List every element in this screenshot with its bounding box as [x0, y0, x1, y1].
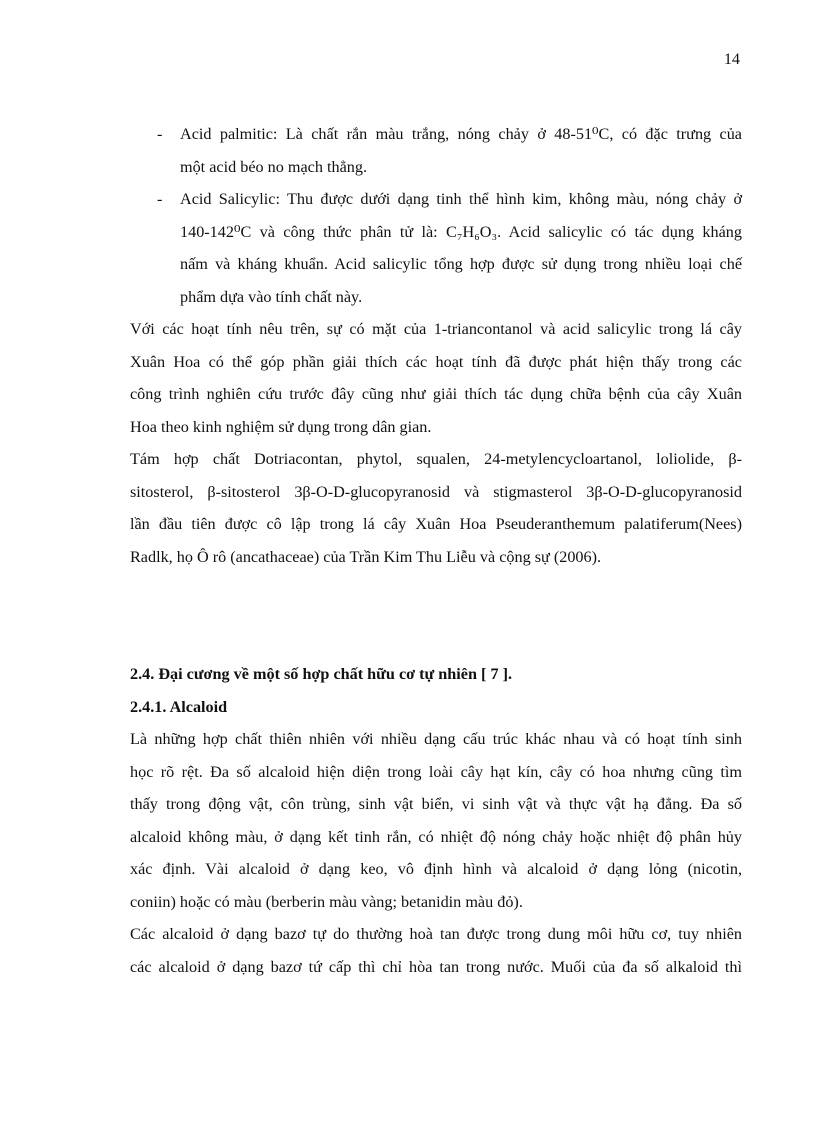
text-line: Các alcaloid ở dạng bazơ tự do thường hoà tan được trong dung môi hữu cơ, tuy nhiên — [130, 925, 742, 943]
bullet-dash: - — [157, 125, 163, 143]
text-line: Tám hợp chất Dotriacontan, phytol, squalen, 24-metylencycloartanol, loliolide, β- — [130, 450, 742, 468]
text-line: thấy trong động vật, côn trùng, sinh vật biển, vi sinh vật và thực vật hạ đẳng. Đa số — [130, 795, 742, 813]
paragraph-activity-summary — [130, 313, 742, 443]
text-line: phẩm dựa vào tính chất này. — [180, 287, 363, 306]
bullet-dash: - — [157, 190, 163, 208]
text-line: sitosterol, β-sitosterol 3β-O-D-glucopyranosid và stigmasterol 3β-O-D-glucopyranosid — [130, 482, 742, 501]
text-line: công trình nghiên cứu trước đây cũng như giải thích tác dụng chữa bệnh của cây Xuân — [130, 385, 742, 403]
text-line: Acid Salicylic: Thu được dưới dạng tinh thể hình kim, không màu, nóng chảy ở — [180, 190, 742, 208]
text-line: các alcaloid ở dạng bazơ tứ cấp thì chỉ hòa tan trong nước. Muối của đa số alkaloid thì — [130, 957, 742, 976]
subsection-heading: 2.4.1. Alcaloid — [130, 697, 228, 716]
text-line: Acid palmitic: Là chất rắn màu trắng, nóng chảy ở 48-51⁰C, có đặc trưng của — [180, 125, 742, 143]
paragraph-eight-compounds — [130, 443, 742, 573]
text-line: coniin) hoặc có màu (berberin màu vàng; betanidin màu đỏ). — [130, 892, 523, 911]
text-line: Radlk, họ Ô rô (ancathaceae) của Trần Kim Thu Liễu và cộng sự (2006). — [130, 547, 602, 566]
section-heading: 2.4. Đại cương về một số hợp chất hữu cơ tự nhiên [ 7 ]. — [130, 665, 513, 683]
text-line: Hoa theo kinh nghiệm sử dụng trong dân gian. — [130, 417, 432, 436]
text-line: Với các hoạt tính nêu trên, sự có mặt của 1-triancontanol và acid salicylic trong lá cây — [130, 320, 742, 338]
text-line: một acid béo no mạch thẳng. — [180, 157, 368, 176]
text-line: nấm và kháng khuẩn. Acid salicylic tổng hợp được sử dụng trong nhiều loại chế — [180, 255, 742, 273]
text-line: học rõ rệt. Đa số alcaloid hiện diện trong loài cây hạt kín, cây có hoa nhưng cũng tìm — [130, 762, 742, 781]
paragraph-alcaloid-intro — [130, 723, 742, 918]
text-line: Xuân Hoa có thể góp phần giải thích các hoạt tính đã được phát hiện thấy trong các — [130, 352, 742, 371]
text-line: xác định. Vài alcaloid ở dạng keo, vô định hình và alcaloid ở dạng lỏng (nicotin, — [130, 860, 742, 878]
text-line: alcaloid không màu, ở dạng kết tinh rắn, có nhiệt độ nóng chảy hoặc nhiệt độ phân hủy — [130, 827, 742, 846]
section-spacer — [130, 573, 742, 658]
bullet-acid-salicylic — [130, 183, 742, 313]
text-line: lần đầu tiên được cô lập trong lá cây Xuân Hoa Pseuderanthemum palatiferum(Nees) — [130, 515, 742, 533]
bullet-acid-palmitic — [130, 118, 742, 183]
text-line: Là những hợp chất thiên nhiên với nhiều dạng cấu trúc khác nhau và có hoạt tính sinh — [130, 730, 742, 748]
document-body — [130, 118, 742, 983]
page-number: 14 — [723, 50, 740, 68]
paragraph-alcaloid-solubility — [130, 918, 742, 983]
text-line: 140-142⁰C và công thức phân tử là: C₇H₆O₃. Acid salicylic có tác dụng kháng — [180, 222, 742, 241]
